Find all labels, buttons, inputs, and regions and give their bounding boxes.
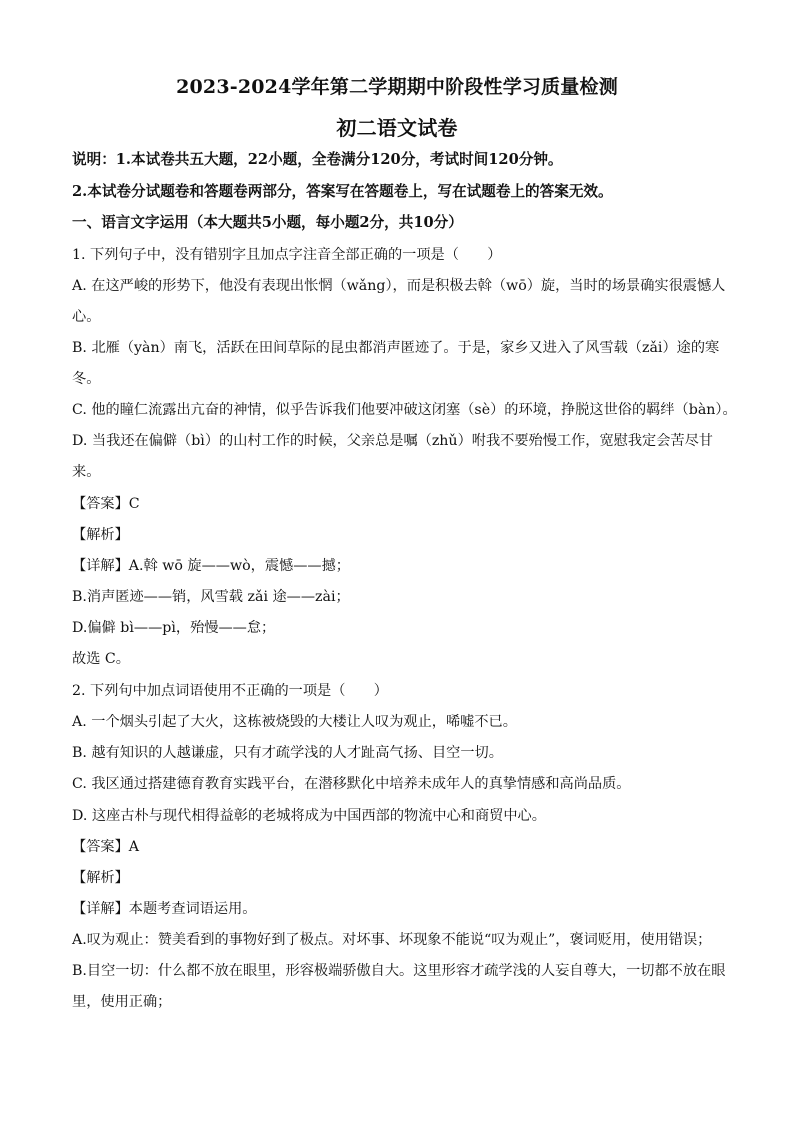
option-d: D. 当我还在偏僻（bì）的山村工作的时候，父亲总是嘱（zhǔ）咐我不要殆慢工作，宽慰我定会苦尽甘 [72,433,713,449]
analysis-label: 【解析】 [72,870,129,886]
explanation-line: B.目空一切：什么都不放在眼里，形容极端骄傲自大。这里形容才疏学浅的人妄自尊大，一切都不放在眼 [72,963,726,979]
note-line: 2.本试卷分试题卷和答题卷两部分，答案写在答题卷上，写在试题卷上的答案无效。 [72,183,613,200]
option-a: A. 在这严峻的形势下，他没有表现出怅惘（wǎng），而是积极去斡（wō）旋，当时的场景确实很震憾人 [72,278,726,294]
page-subtitle: 初二语文试卷 [336,116,458,140]
option-c: C. 我区通过搭建德育教育实践平台，在潜移默化中培养未成年人的真挚情感和高尚品质。 [72,776,631,792]
answer-label: 【答案】C [72,496,140,512]
option-b-cont: 冬。 [72,371,101,387]
detail-line: 【详解】A.斡 wō 旋——wò，震憾——撼； [72,558,350,574]
question-stem: 2. 下列句中加点词语使用不正确的一项是（ ） [72,683,388,699]
option-c: C. 他的瞳仁流露出亢奋的神情，似乎告诉我们他要冲破这闭塞（sè）的环境，挣脱这世俗的羁绊（bàn）。 [72,402,737,418]
explanation-line: A.叹为观止：赞美看到的事物好到了极点。对坏事、坏现象不能说“叹为观止”，褒词贬用，使用错误； [72,932,712,948]
option-a-cont: 心。 [72,309,101,325]
detail-line: 【详解】本题考查词语运用。 [72,901,257,917]
section-heading: 一、语言文字运用（本大题共5小题，每小题2分，共10分） [72,214,463,231]
option-d-cont: 来。 [72,464,101,480]
note-line: 说明：1.本试卷共五大题，22小题，全卷满分120分，考试时间120分钟。 [72,151,563,168]
question-stem: 1. 下列句子中，没有错别字且加点字注音全部正确的一项是（ ） [72,247,502,263]
option-a: A. 一个烟头引起了大火，这栋被烧毁的大楼让人叹为观止，唏嘘不已。 [72,714,517,730]
explanation-line: 里，使用正确； [72,994,172,1010]
option-d: D. 这座古朴与现代相得益彰的老城将成为中国西部的物流中心和商贸中心。 [72,808,546,824]
detail-line: D.偏僻 bì——pì，殆慢——怠； [72,620,276,636]
detail-line: B.消声匿迹——销，风雪载 zǎi 途——zài； [72,589,350,605]
option-b: B. 北雁（yàn）南飞，活跃在田间草际的昆虫都消声匿迹了。于是，家乡又进入了风雪载（zǎi）途的寒 [72,340,720,356]
analysis-label: 【解析】 [72,527,129,543]
answer-label: 【答案】A [72,839,139,855]
conclusion-line: 故选 C。 [72,651,130,667]
page-title: 2023-2024学年第二学期期中阶段性学习质量检测 [176,76,618,98]
option-b: B. 越有知识的人越谦虚，只有才疏学浅的人才趾高气扬、目空一切。 [72,745,503,761]
